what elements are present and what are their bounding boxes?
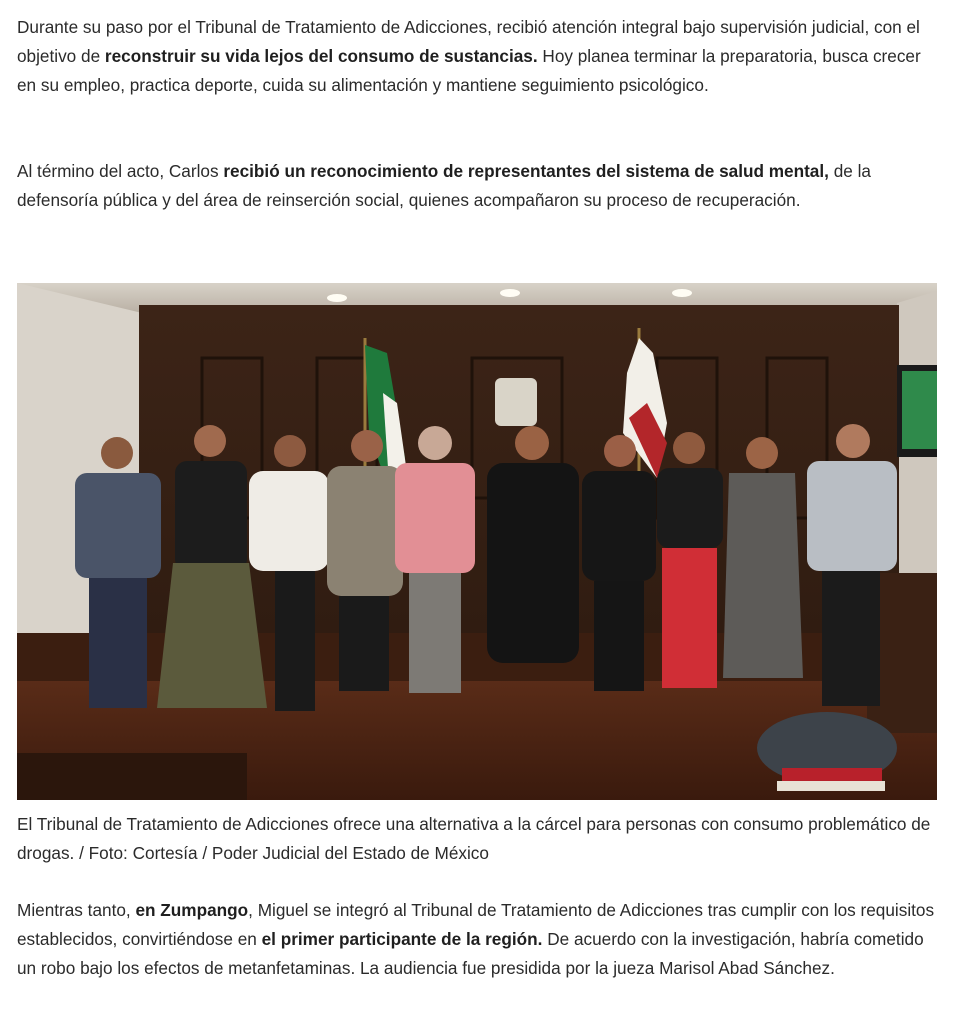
courtroom-group-photo: [17, 283, 937, 800]
p2-text-2: de la defensoría pública y del área de reinserción social, quienes acompañaron su proceso de recuperación.: [17, 161, 871, 210]
p3-text-3: De acuerdo con la investigación, habría cometido un robo bajo los efectos de metanfetaminas. La audiencia fue presidida por la jueza Marisol Abad Sánchez.: [17, 929, 924, 978]
p1-text-1: Durante su paso por el Tribunal de Tratamiento de Adicciones, recibió atención integral bajo supervisión judicial, con el objetivo de: [17, 17, 920, 66]
p2-bold-1: recibió un reconocimiento de representantes del sistema de salud mental,: [223, 161, 829, 181]
p3-text-2: , Miguel se integró al Tribunal de Tratamiento de Adicciones tras cumplir con los requisitos establecidos, convirtiéndose en: [17, 900, 935, 949]
p1-bold-1: reconstruir su vida lejos del consumo de sustancias.: [104, 46, 538, 66]
p3-text-1: Mientras tanto,: [17, 900, 136, 920]
paragraph-zumpango: [17, 896, 942, 983]
p3-bold-1: en Zumpango: [135, 900, 249, 920]
paragraph-training: [17, 13, 942, 100]
p1-text-2: Hoy planea terminar la preparatoria, busca crecer en su empleo, practica deporte, cuida su alimentación y mantiene seguimiento psicológico.: [17, 46, 921, 95]
article-photo: [17, 283, 937, 800]
p3-bold-2: el primer participante de la región.: [261, 929, 543, 949]
p2-text-1: Al término del acto, Carlos: [17, 161, 224, 181]
photo-caption: El Tribunal de Tratamiento de Adicciones ofrece una alternativa a la cárcel para personas con consumo problemático de drogas. / Foto: Cortesía / Poder Judicial del Estado de México: [17, 814, 931, 863]
paragraph-recognition: [17, 157, 942, 215]
